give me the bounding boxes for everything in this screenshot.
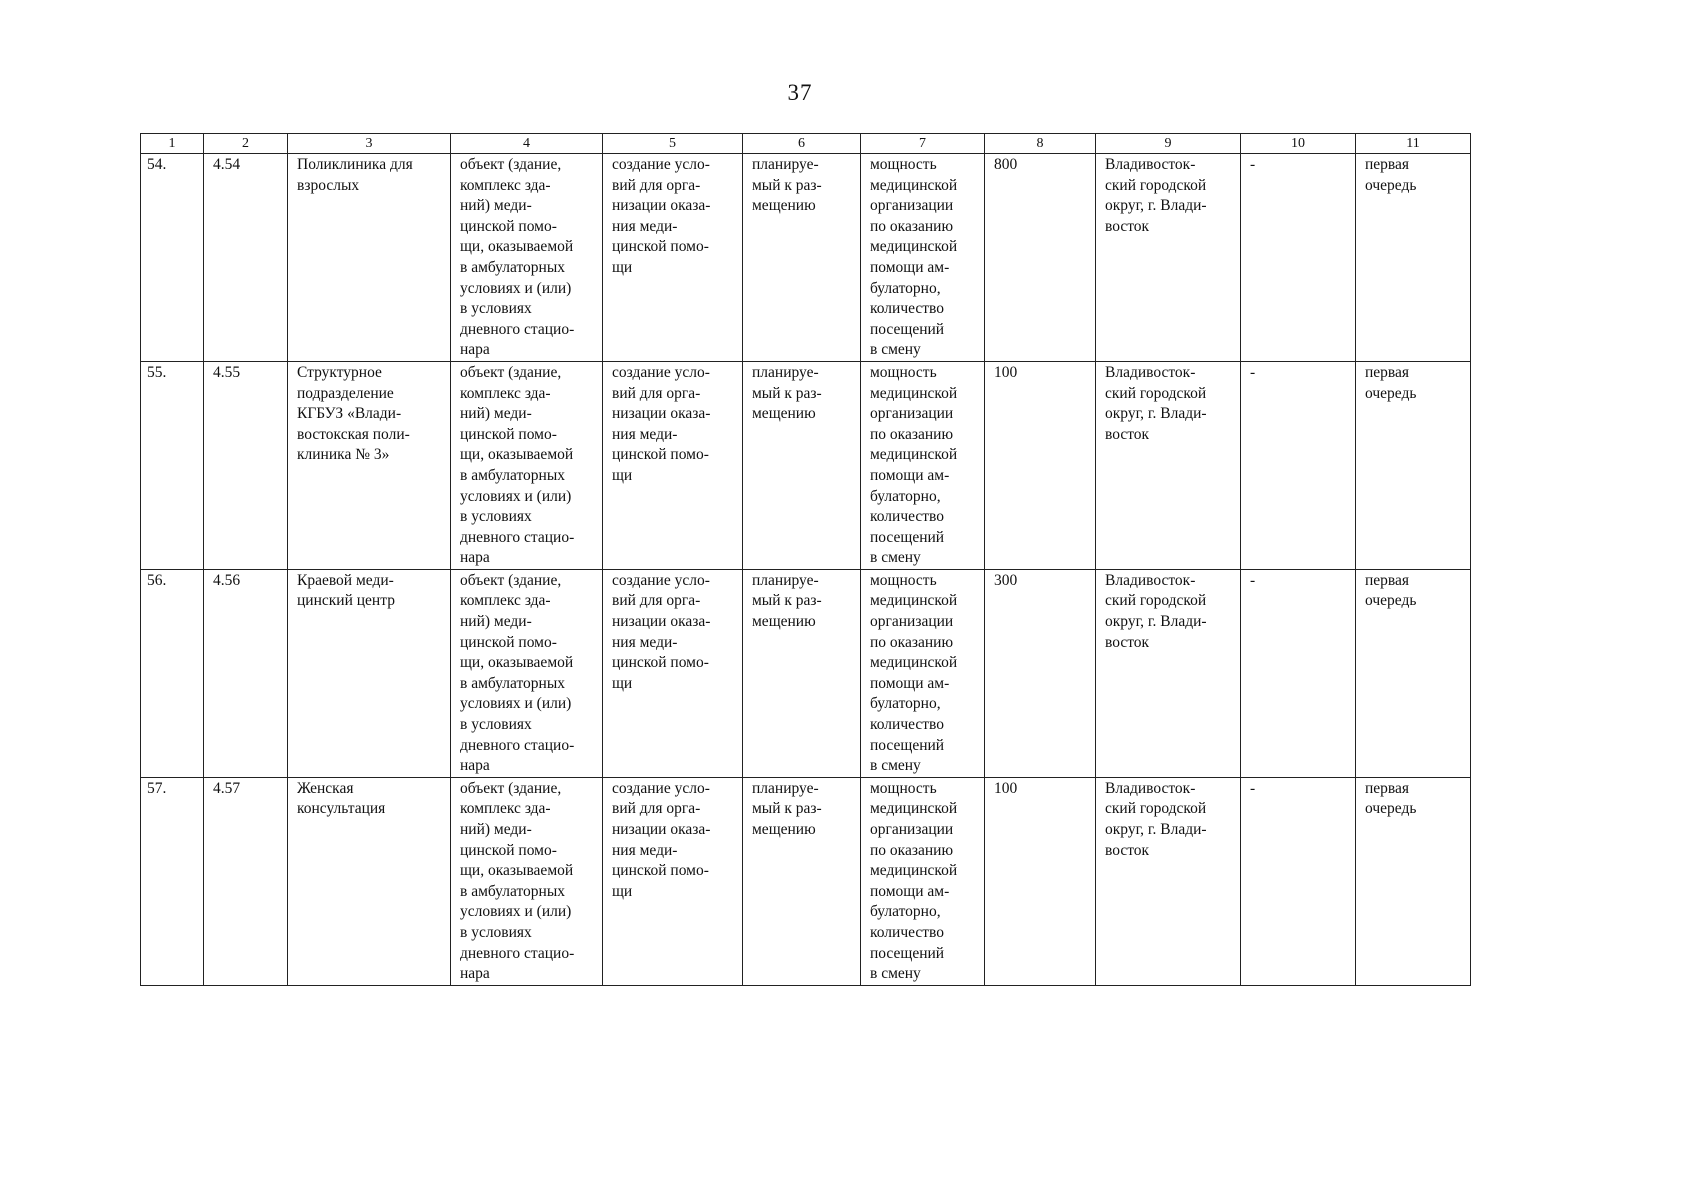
column-number: 3 [288,134,451,154]
location-cell: Владивосток- ский городской округ, г. Влади- восток [1096,777,1241,985]
stage-cell: первая очередь [1356,777,1471,985]
object-type-cell: объект (здание, комплекс зда- ний) меди- цинской помо- щи, оказываемой в амбулаторных условиях и (или) в условиях дневного стацио- нара [451,569,603,777]
purpose-cell: создание усло- вий для орга- низации оказа- ния меди- цинской помо- щи [603,569,743,777]
status-cell: планируе- мый к раз- мещению [743,777,861,985]
capacity-description-cell: мощность медицинской организации по оказанию медицинской помощи ам- булаторно, количество посещений в смену [861,361,985,569]
capacity-description-cell: мощность медицинской организации по оказанию медицинской помощи ам- булаторно, количество посещений в смену [861,777,985,985]
capacity-description-cell: мощность медицинской организации по оказанию медицинской помощи ам- булаторно, количество посещений в смену [861,569,985,777]
table-row [141,777,1471,985]
row-number-cell: 57. [141,777,204,985]
status-cell: планируе- мый к раз- мещению [743,361,861,569]
capacity-value-cell: 100 [985,361,1096,569]
page-number: 37 [787,80,813,105]
facility-name-cell: Структурное подразделение КГБУЗ «Влади- востокская поли- клиника № 3» [288,361,451,569]
item-code-cell: 4.54 [204,154,288,362]
row-number-cell: 54. [141,154,204,362]
item-code-cell: 4.56 [204,569,288,777]
item-code-cell: 4.55 [204,361,288,569]
column-number: 1 [141,134,204,154]
facility-name-cell: Краевой меди- цинский центр [288,569,451,777]
zone-cell: - [1241,154,1356,362]
status-cell: планируе- мый к раз- мещению [743,569,861,777]
object-type-cell: объект (здание, комплекс зда- ний) меди- цинской помо- щи, оказываемой в амбулаторных условиях и (или) в условиях дневного стацио- нара [451,777,603,985]
status-cell: планируе- мый к раз- мещению [743,154,861,362]
zone-cell: - [1241,569,1356,777]
column-number: 6 [743,134,861,154]
column-number: 10 [1241,134,1356,154]
column-number: 8 [985,134,1096,154]
zone-cell: - [1241,777,1356,985]
column-number: 9 [1096,134,1241,154]
object-type-cell: объект (здание, комплекс зда- ний) меди- цинской помо- щи, оказываемой в амбулаторных условиях и (или) в условиях дневного стацио- нара [451,361,603,569]
row-number-cell: 56. [141,569,204,777]
item-code-cell: 4.57 [204,777,288,985]
stage-cell: первая очередь [1356,154,1471,362]
facility-name-cell: Поликлиника для взрослых [288,154,451,362]
purpose-cell: создание усло- вий для орга- низации оказа- ния меди- цинской помо- щи [603,361,743,569]
capacity-description-cell: мощность медицинской организации по оказанию медицинской помощи ам- булаторно, количество посещений в смену [861,154,985,362]
location-cell: Владивосток- ский городской округ, г. Влади- восток [1096,361,1241,569]
zone-cell: - [1241,361,1356,569]
column-number: 2 [204,134,288,154]
facility-name-cell: Женская консультация [288,777,451,985]
object-type-cell: объект (здание, комплекс зда- ний) меди- цинской помо- щи, оказываемой в амбулаторных условиях и (или) в условиях дневного стацио- нара [451,154,603,362]
stage-cell: первая очередь [1356,361,1471,569]
stage-cell: первая очередь [1356,569,1471,777]
capacity-value-cell: 300 [985,569,1096,777]
column-number-row [141,134,1471,154]
purpose-cell: создание усло- вий для орга- низации оказа- ния меди- цинской помо- щи [603,154,743,362]
row-number-cell: 55. [141,361,204,569]
table-row [141,361,1471,569]
table-row [141,569,1471,777]
column-number: 5 [603,134,743,154]
column-number: 4 [451,134,603,154]
table-row [141,154,1471,362]
purpose-cell: создание усло- вий для орга- низации оказа- ния меди- цинской помо- щи [603,777,743,985]
location-cell: Владивосток- ский городской округ, г. Влади- восток [1096,569,1241,777]
column-number: 11 [1356,134,1471,154]
location-cell: Владивосток- ский городской округ, г. Влади- восток [1096,154,1241,362]
capacity-value-cell: 100 [985,777,1096,985]
capacity-value-cell: 800 [985,154,1096,362]
column-number: 7 [861,134,985,154]
facilities-table [140,133,1471,986]
